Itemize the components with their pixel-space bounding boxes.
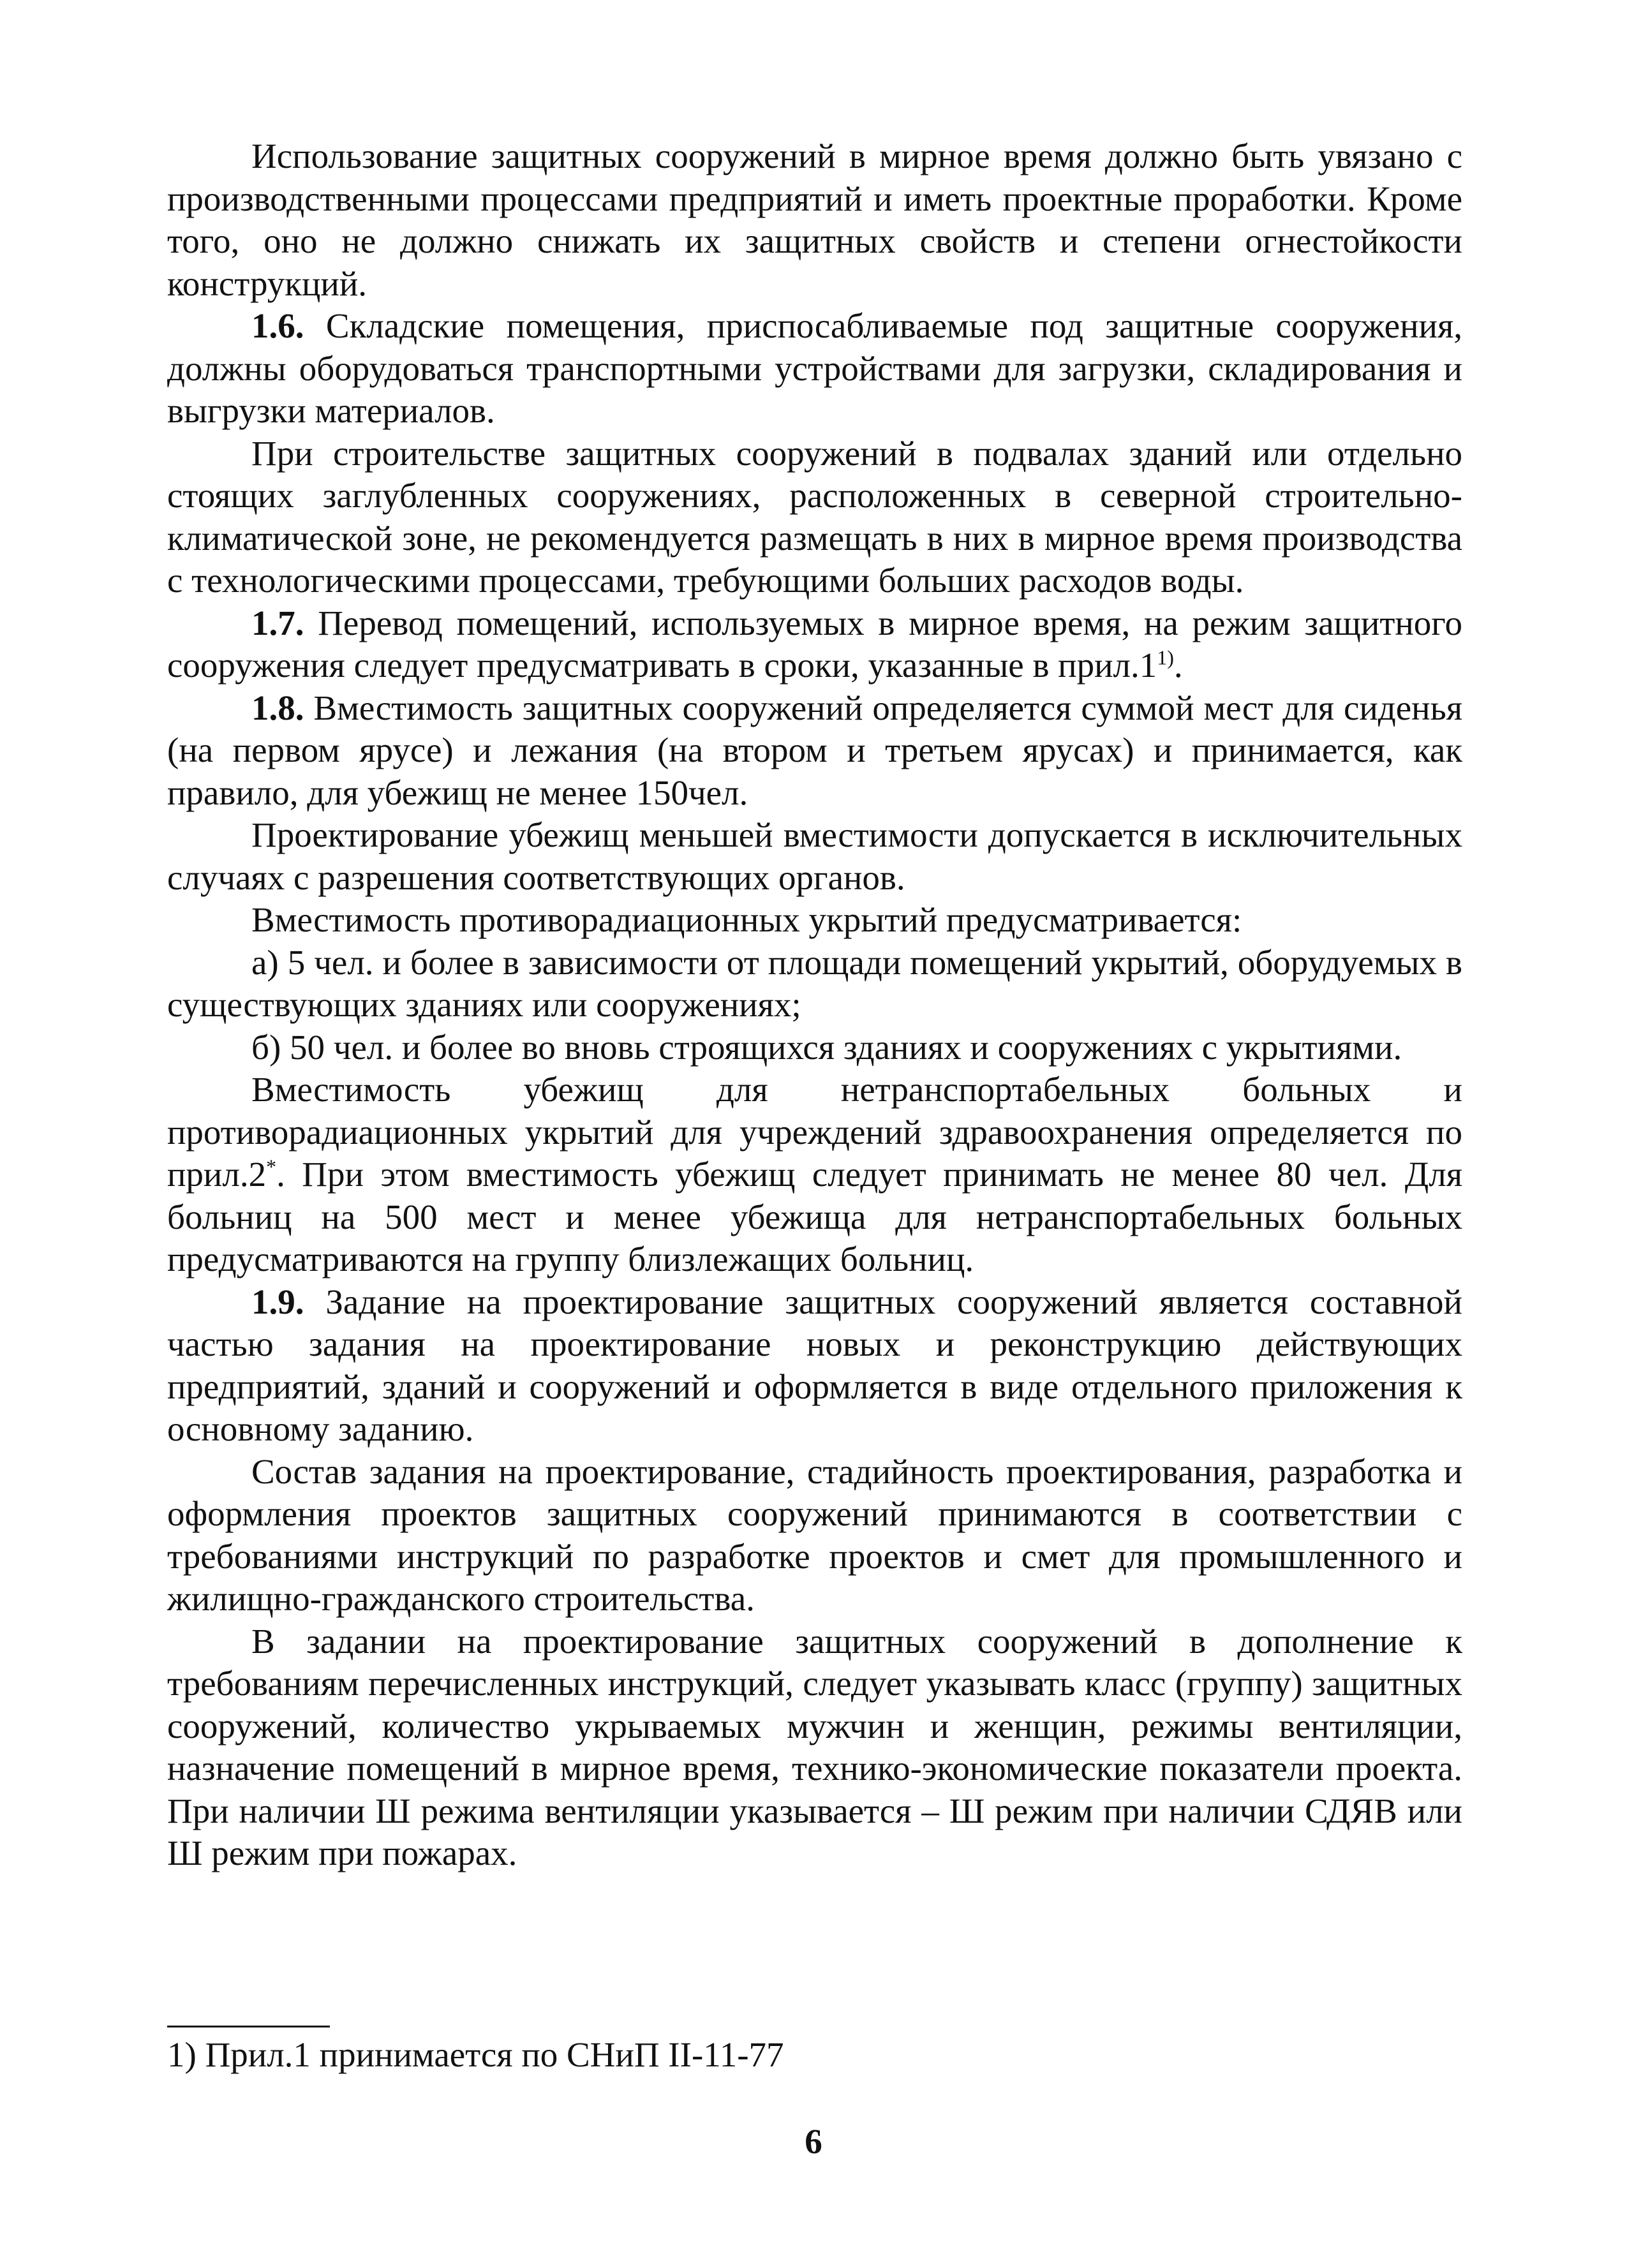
paragraph-7 (167, 899, 1462, 942)
clause-number: 1.7. (251, 603, 304, 642)
paragraph-text: При строительстве защитных сооружений в подвалах зданий или отдельно стоящих заглубленных сооружениях, расположенных в северной строительно-климатической зоне, не рекомендуется размещать в них в мирное время производства с технологическими процессами, требующими больших расходов воды. (167, 433, 1462, 600)
paragraph-text: Использование защитных сооружений в мирное время должно быть увязано с производственными процессами предприятий и иметь проектные проработки. Кроме того, оно не должно снижать их защитных свойств и степени огнестойкости конструкций. (167, 137, 1462, 303)
paragraph-text: б) 50 чел. и более во вновь строящихся зданиях и сооружениях с укрытиями. (251, 1027, 1402, 1067)
paragraph-1-7 (167, 602, 1462, 687)
paragraph-10 (167, 1069, 1462, 1281)
paragraph-1-9 (167, 1281, 1462, 1451)
paragraph-12 (167, 1451, 1462, 1620)
paragraph-6 (167, 814, 1462, 899)
paragraph-text: Складские помещения, приспосабливаемые под защитные сооружения, должны оборудоваться транспортными устройствами для загрузки, складирования и выгрузки материалов. (167, 306, 1462, 430)
footnote-reference: 1) (1157, 646, 1174, 669)
paragraph-9 (167, 1027, 1462, 1069)
paragraph-text-end: . При этом вместимость убежищ следует принимать не менее 80 чел. Для больниц на 500 мест и менее убежища для нетранспортабельных больных предусматриваются на группу близлежащих больниц. (167, 1155, 1462, 1279)
footnote: 1) Прил.1 принимается по СНиП II-11-77 (167, 2035, 784, 2074)
paragraph-text: а) 5 чел. и более в зависимости от площади помещений укрытий, оборудуемых в существующих зданиях или сооружениях; (167, 942, 1462, 1024)
paragraph-text: Вместимость убежищ для нетранспортабельных больных и противорадиационных укрытий для учреждений здравоохранения определяется по прил.2 (167, 1070, 1462, 1194)
page-number: 6 (805, 2122, 822, 2161)
paragraph-8 (167, 942, 1462, 1027)
document-body (167, 135, 1462, 1875)
paragraph-text: Проектирование убежищ меньшей вместимости допускается в исключительных случаях с разрешения соответствующих органов. (167, 815, 1462, 897)
clause-number: 1.8. (251, 688, 304, 727)
paragraph-text: Состав задания на проектирование, стадийность проектирования, разработка и оформления проектов защитных сооружений принимаются в соответствии с требованиями инструкций по разработке проектов и смет для промышленного и жилищно-гражданского строительства. (167, 1451, 1462, 1618)
paragraph-text: Вместимость защитных сооружений определяется суммой мест для сиденья (на первом ярусе) и лежания (на втором и третьем ярусах) и принимается, как правило, для убежищ не менее 150чел. (167, 688, 1462, 812)
paragraph-13 (167, 1620, 1462, 1875)
paragraph-3 (167, 433, 1462, 602)
footnote-separator (167, 2026, 330, 2027)
paragraph-text: В задании на проектирование защитных сооружений в дополнение к требованиям перечисленных инструкций, следует указывать класс (группу) защитных сооружений, количество укрываемых мужчин и женщин, режимы вентиляции, назначение помещений в мирное время, технико-экономические показатели проекта. При наличии Ш режима вентиляции указывается – Ш режим при наличии СДЯВ или Ш режим при пожарах. (167, 1621, 1462, 1872)
paragraph-text-end: . (1173, 646, 1183, 685)
clause-number: 1.9. (251, 1282, 304, 1321)
paragraph-text: Задание на проектирование защитных сооружений является составной частью задания на проектирование новых и реконструкцию действующих предприятий, зданий и сооружений и оформляется в виде отдельного приложения к основному заданию. (167, 1282, 1462, 1448)
paragraph-text: Перевод помещений, используемых в мирное время, на режим защитного сооружения следует предусматривать в сроки, указанные в прил.1 (167, 603, 1462, 685)
clause-number: 1.6. (251, 306, 304, 345)
paragraph-1-8 (167, 687, 1462, 815)
paragraph-1 (167, 135, 1462, 305)
paragraph-text: Вместимость противорадиационных укрытий предусматривается: (251, 900, 1242, 939)
paragraph-1-6 (167, 305, 1462, 433)
asterisk-reference: * (266, 1155, 277, 1178)
